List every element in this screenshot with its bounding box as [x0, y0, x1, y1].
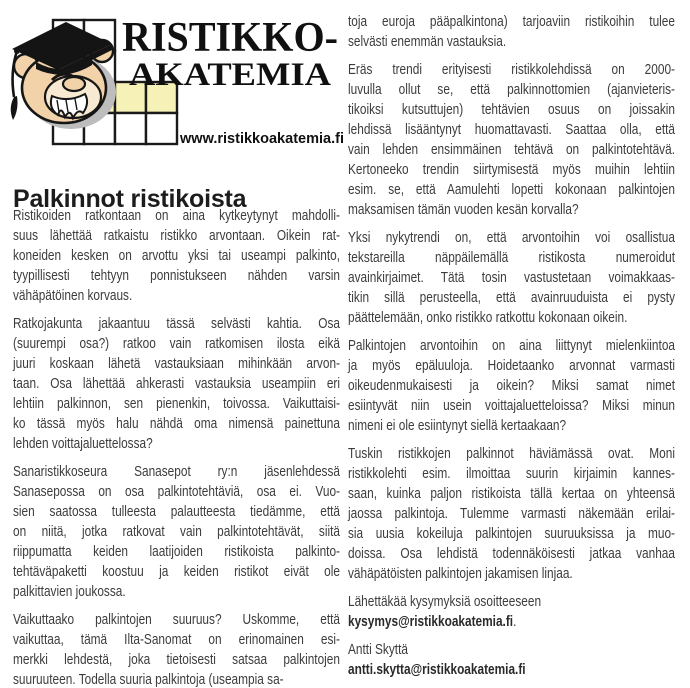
text-line: tehtäväpaketti koostuu ja keiden ristikot eivät ole	[13, 564, 340, 580]
paragraph	[348, 444, 675, 584]
text-line: lehden voittajaluettelossa?	[13, 436, 153, 452]
text-line: Sanasepossa on osa palkintotehtäviä, osa ei. Vuo-	[13, 484, 340, 500]
text-line: (suurempi osa?) ratkoo vain ratkomisen ilosta eikä	[13, 336, 340, 352]
paragraph	[348, 228, 675, 328]
signature-email: antti.skytta@ristikkoakatemia.fi	[348, 662, 526, 678]
signature-block	[348, 640, 675, 680]
text-line: koneiden kesken on arvottu yksi tai useampi palkinto,	[13, 248, 340, 264]
text-line: merkki lehdestä, joka tietoisesti satsaa palkintojen	[13, 652, 340, 668]
text-line: toja euroja pääpalkintona) tarjoaviin ristikoihin tulee	[348, 14, 675, 30]
logo-website-url: www.ristikkoakatemia.fi	[179, 130, 344, 147]
text-line: vähäpätöinen korvaus.	[13, 288, 133, 304]
text-line: sien saatossa tulleesta palautteesta tiedämme, että	[13, 504, 340, 520]
text-line: vähäpätöisten palkintojen jakamisen linjaa.	[348, 566, 573, 582]
text-line: sia uusia kokeiluja palkintojen suuruuksissa ja muo-	[348, 526, 675, 542]
right-column	[348, 12, 675, 680]
text-line: Vaikuttaako palkintojen suuruus? Uskomme, että	[13, 612, 340, 628]
text-line: Yksi nykytrendi on, että arvontoihin voi osallistua	[348, 230, 675, 246]
text-line: Tuskin ristikkojen palkinnot häviämässä ovat. Moni	[348, 446, 675, 462]
text-line: vain lehden ensimmäinen tehtävä on palkintotehtävä.	[348, 142, 675, 158]
text-line: ja myös epäluuloja. Hoidetaanko arvonnat varmasti	[348, 358, 675, 374]
paragraph	[13, 610, 340, 688]
text-line: tikoiksi kutsuttujen) tehtävien osuus on joissakin	[348, 102, 675, 118]
text-line: esim. se, että Aamulehti lopetti kokonaan palkintojen	[348, 182, 675, 198]
paragraph	[13, 314, 340, 454]
contact-email-period: .	[513, 614, 517, 630]
left-column	[13, 206, 340, 688]
paragraph	[348, 336, 675, 436]
text-line: maksamisen tämän vuoden kesän korvalla?	[348, 202, 579, 218]
text-line: lehdissä lisääntynyt huomattavasti. Saattaa olla, että	[348, 122, 675, 138]
paragraph	[348, 12, 675, 52]
text-line: ristikkolehti esim. ilmoittaa suurin kirjaimin kannes-	[348, 466, 675, 482]
text-line: lehtiin palkinnon, sen pienenkin, toivossa. Vaikuttaisi-	[13, 396, 340, 412]
paragraph	[348, 60, 675, 220]
text-line: Kertoneeko trendin siirtymisestä myös muihin lehtiin	[348, 162, 675, 178]
text-line: avainkirjaimet. Tätä tosin vastustetaan voimakkaas-	[348, 270, 675, 286]
text-line: taan. Osa lähettää ahkerasti vastauksia useampiin eri	[13, 376, 340, 392]
contact-intro: Lähettäkää kysymyksiä osoitteeseen	[348, 594, 542, 610]
text-line: päättelemään, onko ristikko ratkottu kokonaan oikein.	[348, 310, 628, 326]
contact-email: kysymys@ristikkoakatemia.fi	[348, 614, 514, 630]
contact-block	[348, 592, 675, 632]
text-line: luvulla ollut se, että palkinnottomien (ajanvieteris-	[348, 82, 675, 98]
text-line: riippumatta keiden laatijoiden ristikoista palkinto-	[13, 544, 340, 560]
paragraph	[13, 462, 340, 602]
text-line: esiintyvät niin usein voittajaluetteloissa? Miksi minun	[348, 398, 675, 414]
text-line: tikin sillä perusteella, että avainruuduista ei pysty	[348, 290, 675, 306]
text-line: Palkintojen arvontoihin on aina liittynyt mielenkiintoa	[348, 338, 675, 354]
text-line: suuruuteen. Todella suuria palkintoja (useampia sa-	[13, 672, 284, 688]
tassel-tuft	[11, 96, 18, 120]
text-line: tekstareilla näppäilemällä ristikosta numeroidut	[348, 250, 675, 266]
contact-email-line	[348, 612, 675, 632]
text-line: palkittavien joukossa.	[13, 584, 126, 600]
text-line: tyypillisesti tehtyyn ponnistukseen nähden varsin	[13, 268, 340, 284]
text-line: suus lähettää ratkaistu ristikko arvontaan. Oikein rat-	[13, 228, 340, 244]
text-line: selvästi enemmän vastauksia.	[348, 34, 507, 50]
paragraph	[13, 206, 340, 306]
text-line: nimeni ei ole esiintynyt siellä kertaakaan?	[348, 418, 567, 434]
bear-nose	[63, 77, 85, 91]
text-line: on niitä, jotka ratkovat vain palkintotehtävät, siitä	[13, 524, 340, 540]
logo-title-line1: RISTIKKO-	[122, 15, 338, 61]
article-heading: Palkinnot ristikoista	[13, 184, 247, 213]
ristikkoakatemia-logo	[8, 4, 348, 156]
text-line: Sanaristikkoseura Sanasepot ry:n jäsenlehdessä	[13, 464, 340, 480]
text-line: Ristikoiden ratkontaan on aina kytkeytynyt mahdolli-	[13, 208, 340, 224]
text-line: saan, kuinka paljon ristikoista tällä kertaa on yhteensä	[348, 486, 675, 502]
signature-name: Antti Skyttä	[348, 642, 408, 658]
logo-title-line2: AKATEMIA	[129, 57, 332, 93]
text-line: jaossa palkintoja. Tulemme varmasti näkemään erilai-	[348, 506, 675, 522]
text-line: Eräs trendi erityisesti ristikkolehdissä on 2000-	[348, 62, 675, 78]
text-line: vaikuttaa, tämä Ilta-Sanomat on erinomainen esi-	[13, 632, 340, 648]
text-line: oikeudenmukaisesti ja oikein? Miksi samat nimet	[348, 378, 675, 394]
text-line: ko tässä myös halu nähdä oma nimensä painettuna	[13, 416, 340, 432]
text-line: juuri koskaan lähetä vastauksiaan mihinkään arvon-	[13, 356, 340, 372]
text-line: doissa. Osa lehdistä todennäköisesti jatkaa vanhaa	[348, 546, 675, 562]
text-line: Ratkojakunta jakaantuu tässä selvästi kahtia. Osa	[13, 316, 340, 332]
